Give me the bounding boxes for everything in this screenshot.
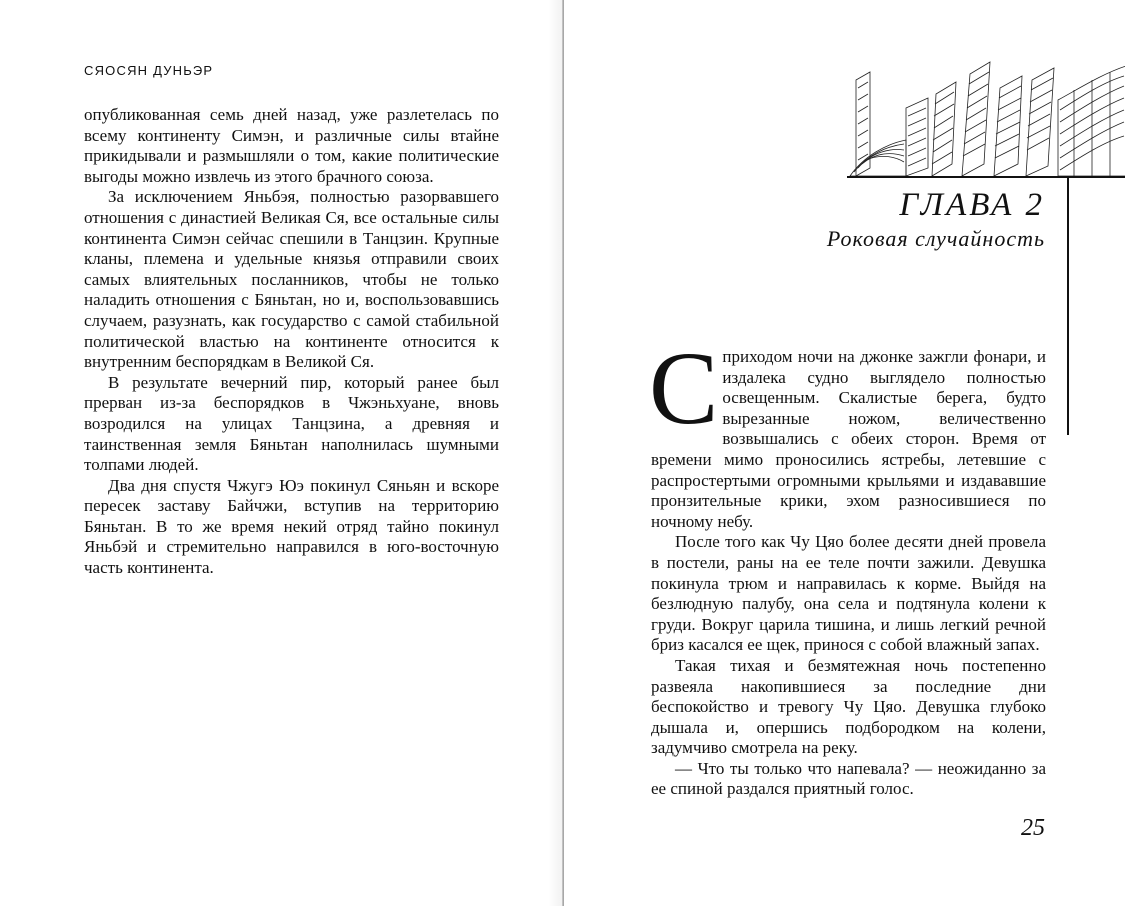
chapter-title: ГЛАВА 2 — [899, 187, 1045, 223]
opening-paragraph — [649, 331, 1046, 532]
chapter-rule-horizontal — [847, 176, 1125, 178]
paragraph: — Что ты только что напевала? — неожиданно за ее спиной раздался приятный голос. — [651, 758, 1046, 799]
chapter-subtitle: Роковая случайность — [826, 226, 1045, 251]
skyscrapers-illustration — [844, 60, 1125, 178]
paragraph: В результате вечерний пир, который ранее был прерван из-за беспорядков в Чжэньхуане, вновь возродился на улицах Танцзина, а древняя и таинственная земля Бяньтан наполнилась шумными толпами людей. — [84, 372, 499, 475]
chapter-rule-vertical — [1067, 176, 1069, 435]
right-page-body — [649, 331, 1046, 800]
page-number: 25 — [1021, 815, 1045, 841]
opening-paragraph-text: приходом ночи на джонке зажгли фонари, и издалека судно выглядело полностью освещенным. Скалистые берега, будто вырезанные ножом, величественно возвышались с обеих сторон. Время от времени мимо проносились ястребы, летевшие с распростертыми огромными крыльями и издававшие пронзительные крики, эхом разносившиеся по ночному небу. — [651, 347, 1046, 531]
paragraph: За исключением Яньбэя, полностью разорвавшего отношения с династией Великая Ся, все остальные силы континента Симэн сейчас спешили в Танцзин. Крупные кланы, племена и удельные князья отправили своих самых влиятельных посланников, чтобы не только наладить отношения с Бяньтан, но и, воспользовавшись случаем, разузнать, как государство с самой стабильной политической властью на континенте относится к внутренним беспорядкам в Великой Ся. — [84, 187, 499, 372]
right-page — [564, 0, 1125, 906]
paragraph: Такая тихая и безмятежная ночь постепенно развеяла накопившиеся за последние дни беспокойство и тревогу Чу Цяо. Девушка глубоко дышала и, опершись подбородком на колени, задумчиво смотрела на реку. — [651, 655, 1046, 758]
left-page-body — [84, 105, 499, 579]
paragraph: опубликованная семь дней назад, уже разлетелась по всему континенту Симэн, и различные силы втайне прикидывали и размышляли о том, какие политические выгоды можно извлечь из этого брачного союза. — [84, 105, 499, 186]
paragraph: Два дня спустя Чжугэ Юэ покинул Сяньян и вскоре пересек заставу Байчжи, вступив на территорию Бяньтан. В то же время некий отряд тайно покинул Яньбэй и стремительно направился в юго-восточную часть континента. — [84, 475, 499, 578]
drop-cap: С — [649, 331, 719, 446]
gutter-shadow — [548, 0, 562, 906]
running-head: СЯОСЯН ДУНЬЭР — [84, 63, 214, 78]
paragraph: После того как Чу Цяо более десяти дней провела в постели, раны на ее теле почти зажили. Девушка покинула трюм и направилась к корме. Выйдя на безлюдную палубу, она села и подтянула колени к груди. Вокруг царила тишина, и лишь легкий речной бриз касался ее щек, принося с собой влажный запах. — [651, 532, 1046, 655]
